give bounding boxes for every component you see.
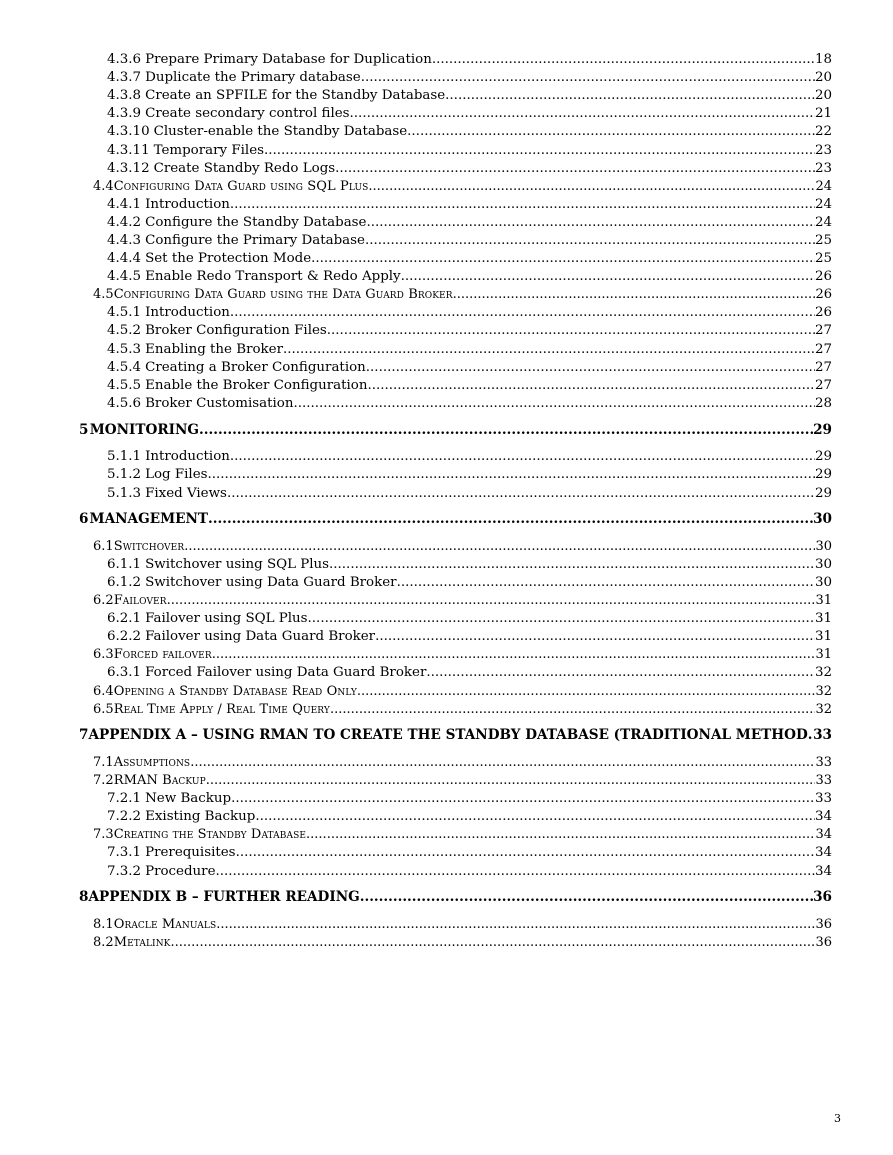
dot-leader: [206, 774, 816, 787]
toc-entry-number: 6.1.1: [107, 557, 142, 572]
toc-entry-page: 34: [814, 845, 832, 860]
dot-leader: [230, 450, 815, 463]
toc-entry-title: Configuring Data Guard using the Data Guard Broker: [113, 287, 453, 302]
toc-entry[interactable]: [93, 648, 832, 661]
toc-entry-number: 8: [79, 889, 89, 905]
toc-entry-title: Enable Redo Transport & Redo Apply: [145, 269, 401, 284]
toc-entry-page: 33: [813, 727, 832, 743]
toc-entry-title: Creating the Standby Database: [113, 827, 307, 842]
toc-entry-page: 30: [814, 575, 832, 590]
dot-leader: [283, 343, 815, 356]
dot-leader: [397, 576, 815, 589]
dot-leader: [311, 252, 815, 265]
toc-entry-page: 27: [814, 378, 832, 393]
toc-entry-page: 32: [815, 684, 832, 699]
dot-leader: [375, 630, 815, 643]
toc-entry[interactable]: [107, 53, 832, 66]
toc-entry[interactable]: [79, 891, 832, 905]
toc-entry-number: 4.5.3: [107, 342, 142, 357]
toc-entry[interactable]: [93, 540, 832, 553]
toc-entry-page: 26: [815, 287, 832, 302]
toc-entry-number: 4.4.4: [107, 251, 142, 266]
dot-leader: [199, 424, 813, 438]
toc-entry-number: 4.5.1: [107, 305, 142, 320]
toc-entry-number: 7: [79, 727, 89, 743]
toc-entry-number: 7.3: [93, 827, 114, 842]
toc-entry[interactable]: [107, 252, 832, 265]
toc-entry-number: 4.3.7: [107, 70, 142, 85]
toc-entry[interactable]: [107, 810, 832, 823]
toc-entry[interactable]: [107, 612, 832, 625]
dot-leader: [360, 891, 813, 905]
toc-entry-title: Switchover using Data Guard Broker: [145, 575, 397, 590]
toc-entry[interactable]: [107, 361, 832, 374]
toc-entry-title: Enable the Broker Configuration: [145, 378, 368, 393]
dot-leader: [368, 180, 815, 193]
toc-entry[interactable]: [93, 288, 832, 301]
toc-entry[interactable]: [107, 162, 832, 175]
toc-entry-title: APPENDIX A – USING RMAN TO CREATE THE STANDBY DATABASE (TRADITIONAL METHOD: [88, 727, 808, 743]
toc-entry[interactable]: [79, 424, 832, 438]
dot-leader: [361, 71, 815, 84]
dot-leader: [306, 828, 815, 841]
page-number: 3: [834, 1112, 841, 1125]
toc-entry-page: 25: [814, 233, 832, 248]
dot-leader: [184, 540, 815, 553]
dot-leader: [216, 865, 815, 878]
toc-entry-number: 7.3.2: [107, 864, 142, 879]
toc-entry[interactable]: [93, 828, 832, 841]
toc-entry[interactable]: [107, 234, 832, 247]
toc-entry-page: 32: [814, 665, 832, 680]
toc-entry[interactable]: [93, 180, 832, 193]
toc-entry-number: 6.5: [93, 702, 114, 717]
toc-entry-title: Set the Protection Mode: [145, 251, 312, 266]
toc-entry-page: 30: [813, 511, 832, 527]
toc-entry[interactable]: [107, 270, 832, 283]
toc-entry[interactable]: [93, 936, 832, 949]
toc-entry-title: MONITORING: [89, 422, 200, 438]
toc-entry-number: 4.5.2: [107, 323, 142, 338]
toc-entry-page: 29: [814, 449, 832, 464]
toc-entry-number: 6.4: [93, 684, 114, 699]
toc-entry-number: 6.3: [93, 647, 114, 662]
dot-leader: [236, 846, 815, 859]
toc-entry[interactable]: [93, 594, 832, 607]
dot-leader: [208, 513, 813, 527]
toc-entry-number: 4.4.1: [107, 197, 142, 212]
toc-entry-number: 7.2: [93, 773, 114, 788]
toc-entry-number: 4.3.11: [107, 143, 150, 158]
toc-entry[interactable]: [107, 198, 832, 211]
toc-entry-title: Introduction: [145, 449, 230, 464]
toc-entry-number: 4.5.5: [107, 378, 142, 393]
dot-leader: [216, 918, 815, 931]
toc-entry-page: 31: [814, 611, 832, 626]
toc-entry[interactable]: [107, 144, 832, 157]
toc-entry-number: 4.3.9: [107, 106, 142, 121]
toc-entry-page: 30: [814, 557, 832, 572]
dot-leader: [230, 306, 815, 319]
toc-entry[interactable]: [107, 89, 832, 102]
toc-entry[interactable]: [107, 558, 832, 571]
toc-entry[interactable]: [107, 379, 832, 392]
toc-entry-number: 4.3.10: [107, 124, 150, 139]
toc-entry[interactable]: [93, 685, 832, 698]
toc-entry-title: APPENDIX B – FURTHER READING: [88, 889, 360, 905]
toc-entry-title: Create an SPFILE for the Standby Database: [145, 88, 446, 103]
toc-entry-page: 31: [814, 629, 832, 644]
toc-entry[interactable]: [107, 666, 832, 679]
toc-entry-page: 31: [815, 647, 832, 662]
toc-entry-number: 4.5.4: [107, 360, 142, 375]
toc-entry-title: Metalink: [113, 935, 171, 950]
toc-entry-page: 30: [815, 539, 832, 554]
toc-entry-title: Real Time Apply / Real Time Query: [113, 702, 330, 717]
dot-leader: [171, 936, 816, 949]
toc-entry-title: Temporary Files: [153, 143, 265, 158]
toc-entry-page: 23: [814, 143, 832, 158]
toc-entry-number: 5.1.1: [107, 449, 142, 464]
dot-leader: [330, 703, 816, 716]
toc-entry-page: 20: [814, 88, 832, 103]
toc-entry[interactable]: [79, 513, 832, 527]
toc-entry-title: Forced Failover using Data Guard Broker: [145, 665, 427, 680]
toc-entry-page: 34: [814, 864, 832, 879]
toc-entry-page: 29: [813, 422, 832, 438]
toc-entry[interactable]: [107, 450, 832, 463]
dot-leader: [366, 216, 814, 229]
toc-entry-page: 27: [814, 323, 832, 338]
toc-entry-number: 6.1.2: [107, 575, 142, 590]
toc-entry-number: 4.3.12: [107, 161, 150, 176]
toc-entry-page: 22: [814, 124, 832, 139]
dot-leader: [445, 89, 815, 102]
toc-entry-page: 26: [814, 305, 832, 320]
toc-entry[interactable]: [107, 487, 832, 500]
toc-entry-number: 4.5: [93, 287, 114, 302]
toc-entry-number: 7.2.2: [107, 809, 142, 824]
toc-entry-title: Oracle Manuals: [113, 917, 217, 932]
dot-leader: [190, 756, 815, 769]
toc-entry[interactable]: [107, 216, 832, 229]
dot-leader: [327, 324, 815, 337]
toc-entry-title: Broker Configuration Files: [145, 323, 327, 338]
dot-leader: [436, 53, 815, 66]
toc-entry-number: 4.4: [93, 179, 114, 194]
dot-leader: [366, 361, 815, 374]
toc-entry-title: Forced failover: [113, 647, 212, 662]
toc-entry-title: Switchover: [113, 539, 185, 554]
toc-entry-page: 33: [815, 755, 832, 770]
toc-entry[interactable]: [107, 846, 832, 859]
toc-entry-page: 33: [814, 791, 832, 806]
toc-entry[interactable]: [107, 865, 832, 878]
dot-leader: [350, 107, 815, 120]
dot-leader: [231, 792, 815, 805]
dot-leader: [255, 810, 815, 823]
toc-entry-page: 24: [814, 197, 832, 212]
toc-entry[interactable]: [107, 125, 832, 138]
toc-entry-page: 27: [814, 342, 832, 357]
toc-entry-title: Configuring Data Guard using SQL Plus: [113, 179, 369, 194]
toc-entry-title: Prerequisites: [145, 845, 236, 860]
toc-entry-page: 24: [814, 215, 832, 230]
toc-entry-title: Failover using Data Guard Broker: [145, 629, 376, 644]
toc-entry-page: 29: [814, 467, 832, 482]
toc-entry-page: 36: [815, 935, 832, 950]
toc-entry-number: 6.2.2: [107, 629, 142, 644]
dot-leader: [357, 685, 816, 698]
toc-entry-title: Failover using SQL Plus: [145, 611, 308, 626]
toc-entry-number: 4.4.5: [107, 269, 142, 284]
toc-entry-number: 5: [79, 422, 89, 438]
toc-entry-number: 6.1: [93, 539, 114, 554]
toc-entry[interactable]: [107, 630, 832, 643]
toc-entry[interactable]: [107, 468, 832, 481]
toc-entry-page: 26: [814, 269, 832, 284]
toc-entry-page: 36: [815, 917, 832, 932]
toc-entry-page: 23: [814, 161, 832, 176]
toc-entry-title: Creating a Broker Configuration: [145, 360, 366, 375]
toc-entry[interactable]: [107, 343, 832, 356]
toc-entry-title: RMAN Backup: [113, 773, 206, 788]
toc-entry-page: 33: [815, 773, 832, 788]
toc-entry-title: Create Standby Redo Logs: [153, 161, 336, 176]
toc-entry-title: Create secondary control files: [145, 106, 350, 121]
dot-leader: [426, 666, 815, 679]
dot-leader: [367, 379, 814, 392]
dot-leader: [227, 487, 815, 500]
toc-entry-title: Introduction: [145, 197, 230, 212]
toc-entry-title: Broker Customisation: [145, 396, 294, 411]
toc-entry-number: 7.2.1: [107, 791, 142, 806]
toc-entry-page: 29: [814, 486, 832, 501]
toc-entry-title: Existing Backup: [145, 809, 256, 824]
toc-entry-title: Enabling the Broker: [145, 342, 283, 357]
toc-entry[interactable]: [107, 576, 832, 589]
toc-entry-number: 5.1.3: [107, 486, 142, 501]
toc-entry-title: Configure the Standby Database: [145, 215, 367, 230]
toc-entry[interactable]: [79, 729, 832, 743]
toc-entry-title: Switchover using SQL Plus: [145, 557, 330, 572]
dot-leader: [308, 612, 815, 625]
toc-entry-number: 6.3.1: [107, 665, 142, 680]
toc-entry-number: 4.4.3: [107, 233, 142, 248]
toc-entry[interactable]: [93, 918, 832, 931]
toc-entry-page: 20: [814, 70, 832, 85]
toc-entry-title: Assumptions: [113, 755, 191, 770]
toc-entry[interactable]: [107, 107, 832, 120]
dot-leader: [230, 198, 815, 211]
toc-entry-page: 21: [814, 106, 832, 121]
toc-entry-title: Prepare Primary Database for Duplication.: [145, 52, 437, 67]
dot-leader: [329, 558, 815, 571]
toc-entry-number: 4.3.6: [107, 52, 142, 67]
dot-leader: [407, 125, 815, 138]
toc-entry-page: 27: [814, 360, 832, 375]
toc-entry-number: 6: [79, 511, 89, 527]
toc-entry-page: 32: [815, 702, 832, 717]
toc-entry-number: 6.2.1: [107, 611, 142, 626]
dot-leader: [335, 162, 815, 175]
toc-entry-page: 28: [814, 396, 832, 411]
toc-entry[interactable]: [93, 774, 832, 787]
toc-entry-title: Procedure: [145, 864, 216, 879]
toc-entry[interactable]: [107, 324, 832, 337]
toc-entry[interactable]: [107, 792, 832, 805]
toc-entry-number: 8.2: [93, 935, 114, 950]
toc-entry-page: 34: [815, 827, 832, 842]
toc-entry-number: 8.1: [93, 917, 114, 932]
toc-entry-page: 31: [815, 593, 832, 608]
toc-entry-title: Fixed Views: [145, 486, 227, 501]
toc-entry-number: 7.1: [93, 755, 114, 770]
toc-entry[interactable]: [107, 71, 832, 84]
dot-leader: [453, 288, 816, 301]
toc-entry-number: 7.3.1: [107, 845, 142, 860]
toc-entry-title: New Backup: [145, 791, 232, 806]
toc-entry-page: 34: [814, 809, 832, 824]
dot-leader: [167, 594, 816, 607]
toc-entry-title: MANAGEMENT: [89, 511, 209, 527]
toc-entry-number: 4.5.6: [107, 396, 142, 411]
toc-entry[interactable]: [93, 703, 832, 716]
dot-leader: [365, 234, 815, 247]
dot-leader: [212, 648, 816, 661]
toc-entry-number: 5.1.2: [107, 467, 142, 482]
toc-entry-title: Opening a Standby Database Read Only: [113, 684, 357, 699]
dot-leader: [401, 270, 815, 283]
toc-entry-title: Configure the Primary Database: [145, 233, 365, 248]
dot-leader: [208, 468, 815, 481]
toc-entry-page: 24: [815, 179, 832, 194]
dot-leader: [293, 397, 815, 410]
toc-entry-page: 36: [813, 889, 832, 905]
dot-leader: [264, 144, 815, 157]
toc-entry-title: Duplicate the Primary database: [145, 70, 361, 85]
toc-entry-number: 4.4.2: [107, 215, 142, 230]
toc-entry[interactable]: [93, 756, 832, 769]
toc-entry-page: 25: [814, 251, 832, 266]
toc-entry-title: Cluster-enable the Standby Database: [153, 124, 408, 139]
toc-entry-title: Introduction: [145, 305, 230, 320]
toc-entry-page: 18: [814, 52, 832, 67]
toc-entry-title: Failover: [113, 593, 167, 608]
toc-entry[interactable]: [107, 397, 832, 410]
toc-entry-number: 6.2: [93, 593, 114, 608]
toc-entry[interactable]: [107, 306, 832, 319]
toc-entry-number: 4.3.8: [107, 88, 142, 103]
toc-entry-title: Log Files: [145, 467, 208, 482]
